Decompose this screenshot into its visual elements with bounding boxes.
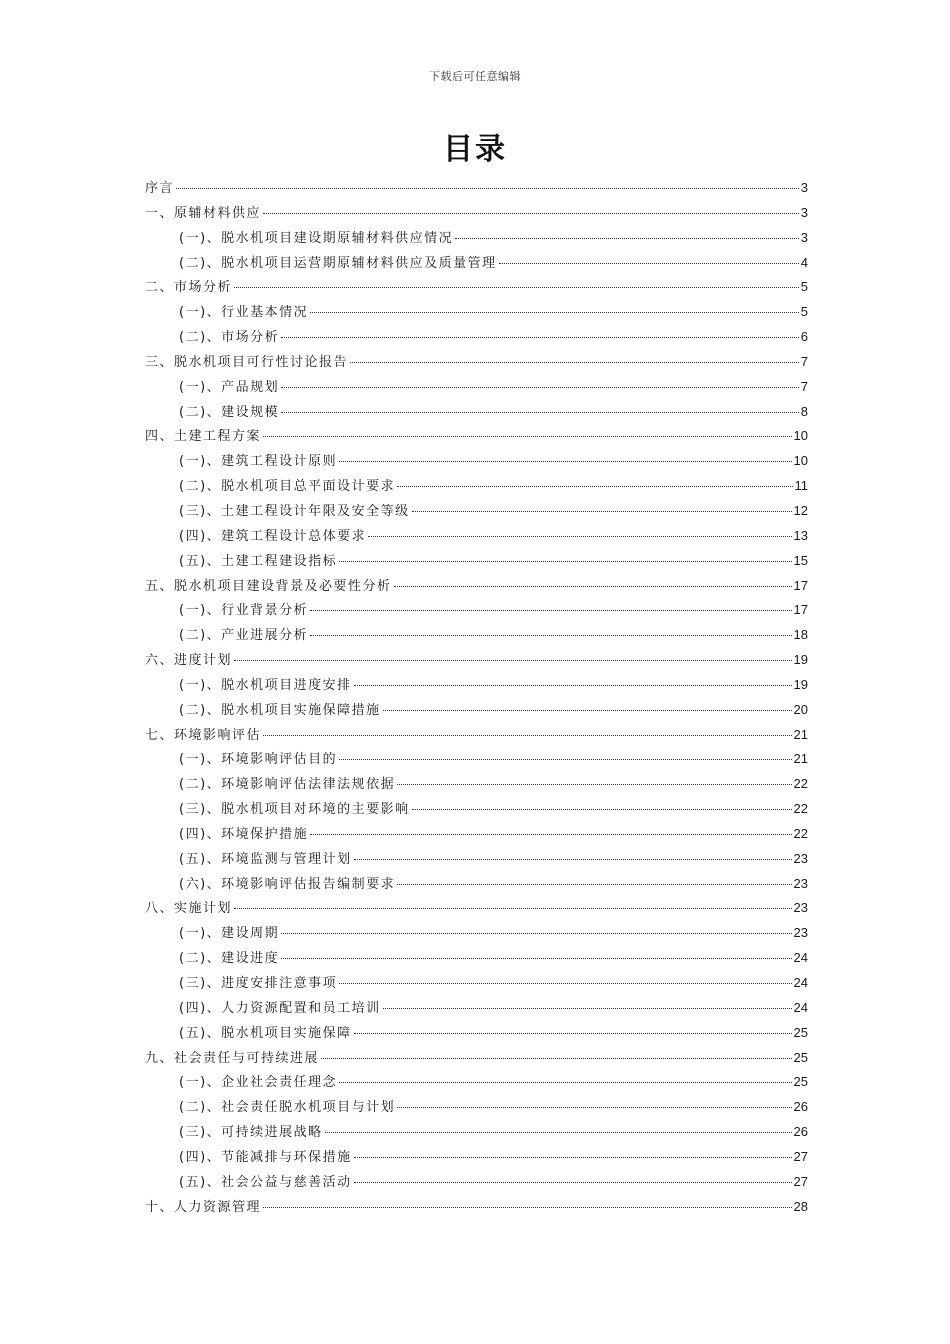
toc-entry[interactable] <box>145 574 808 599</box>
toc-entry[interactable] <box>145 971 808 996</box>
toc-entry-page: 23 <box>793 900 808 916</box>
toc-dot-leader <box>383 710 792 711</box>
toc-entry[interactable] <box>145 275 808 300</box>
toc-entry-page: 19 <box>793 652 808 668</box>
toc-entry-page: 23 <box>793 850 808 866</box>
toc-entry[interactable] <box>145 673 808 698</box>
toc-entry[interactable] <box>145 375 808 400</box>
toc-entry-label: (三)、脱水机项目对环境的主要影响 <box>179 802 410 818</box>
toc-entry-label: (一)、企业社会责任理念 <box>179 1075 338 1091</box>
toc-dot-leader <box>339 759 791 760</box>
toc-entry-label: (三)、可持续进展战略 <box>179 1125 323 1141</box>
toc-entry-page: 7 <box>800 378 808 394</box>
toc-dot-leader <box>321 1058 792 1059</box>
toc-entry[interactable] <box>145 1095 808 1120</box>
toc-dot-leader <box>368 536 791 537</box>
toc-entry-page: 17 <box>793 577 808 593</box>
toc-dot-leader <box>350 362 799 363</box>
toc-dot-leader <box>281 412 799 413</box>
toc-entry[interactable] <box>145 1195 808 1220</box>
toc-entry-label: (五)、环境监测与管理计划 <box>179 851 352 867</box>
toc-entry-label: (一)、建设周期 <box>179 926 280 942</box>
toc-entry-page: 3 <box>800 229 808 245</box>
toc-entry-page: 21 <box>793 751 808 767</box>
toc-entry-label: (一)、脱水机项目进度安排 <box>179 677 352 693</box>
toc-entry-page: 17 <box>793 602 808 618</box>
toc-entry-label: (四)、环境保护措施 <box>179 826 309 842</box>
toc-entry[interactable] <box>145 723 808 748</box>
toc-entry-label: (二)、脱水机项目总平面设计要求 <box>179 479 396 495</box>
toc-entry-page: 7 <box>800 353 808 369</box>
toc-entry[interactable] <box>145 176 808 201</box>
toc-entry-label: 三、脱水机项目可行性讨论报告 <box>145 354 349 370</box>
toc-entry-label: (五)、脱水机项目实施保障 <box>179 1025 352 1041</box>
toc-entry-label: (六)、环境影响评估报告编制要求 <box>179 876 396 892</box>
toc-entry-label: (三)、土建工程设计年限及安全等级 <box>179 503 410 519</box>
toc-entry-label: (三)、进度安排注意事项 <box>179 976 338 991</box>
toc-entry-page: 4 <box>800 254 808 270</box>
toc-entry-page: 20 <box>793 701 808 717</box>
toc-entry[interactable] <box>145 549 808 574</box>
toc-entry[interactable] <box>145 797 808 822</box>
toc-entry-page: 22 <box>793 801 808 817</box>
toc-entry-label: (二)、建设进度 <box>179 951 280 967</box>
toc-entry-page: 23 <box>793 925 808 941</box>
toc-dot-leader <box>263 1207 792 1208</box>
toc-entry-page: 15 <box>793 552 808 568</box>
toc-entry[interactable] <box>145 1170 808 1195</box>
toc-entry[interactable] <box>145 300 808 325</box>
toc-entry-page: 19 <box>793 676 808 692</box>
toc-dot-leader <box>455 238 799 239</box>
toc-entry-label: 十、人力资源管理 <box>145 1199 262 1215</box>
toc-dot-leader <box>354 1157 792 1158</box>
toc-entry[interactable] <box>145 424 808 449</box>
toc-entry[interactable] <box>145 1021 808 1046</box>
toc-dot-leader <box>412 809 792 810</box>
toc-entry-page: 10 <box>793 428 808 444</box>
toc-entry[interactable] <box>145 226 808 251</box>
toc-entry-page: 26 <box>793 1124 808 1140</box>
toc-entry-label: (二)、市场分析 <box>179 330 280 346</box>
header-note: 下载后可任意编辑 <box>429 70 521 83</box>
toc-entry-label: (二)、脱水机项目运营期原辅材料供应及质量管理 <box>179 255 497 271</box>
toc-dot-leader <box>234 660 792 661</box>
toc-entry[interactable] <box>145 996 808 1021</box>
toc-dot-leader <box>499 263 799 264</box>
toc-entry-page: 3 <box>800 204 808 220</box>
toc-entry-page: 22 <box>793 825 808 841</box>
toc-entry-label: (一)、环境影响评估目的 <box>179 752 338 768</box>
toc-entry[interactable] <box>145 623 808 648</box>
toc-entry-page: 27 <box>793 1173 808 1189</box>
toc-entry[interactable] <box>145 946 808 971</box>
toc-dot-leader <box>234 908 792 909</box>
toc-entry-page: 24 <box>793 950 808 966</box>
toc-dot-leader <box>263 436 792 437</box>
toc-entry-label: (一)、脱水机项目建设期原辅材料供应情况 <box>179 230 454 246</box>
toc-entry[interactable] <box>145 822 808 847</box>
toc-entry-label: (四)、人力资源配置和员工培训 <box>179 1000 381 1016</box>
toc-entry-page: 3 <box>800 180 808 195</box>
toc-entry-label: 八、实施计划 <box>145 901 233 917</box>
toc-entry-page: 25 <box>793 1049 808 1065</box>
toc-entry-page: 24 <box>793 975 808 990</box>
toc-dot-leader <box>281 933 791 934</box>
toc-entry-label: (二)、社会责任脱水机项目与计划 <box>179 1100 396 1116</box>
toc-dot-leader <box>339 561 791 562</box>
toc-entry-label: 一、原辅材料供应 <box>145 205 262 221</box>
toc-entry-label: (二)、产业进展分析 <box>179 628 309 644</box>
toc-entry-page: 10 <box>793 453 808 469</box>
toc-entry-page: 27 <box>793 1148 808 1164</box>
toc-entry-page: 18 <box>793 627 808 643</box>
toc-entry-label: (五)、社会公益与慈善活动 <box>179 1174 352 1190</box>
toc-entry[interactable] <box>145 872 808 897</box>
toc-entry-page: 25 <box>793 1074 808 1090</box>
toc-dot-leader <box>325 1132 792 1133</box>
toc-dot-leader <box>339 983 791 984</box>
toc-entry-page: 8 <box>800 403 808 419</box>
toc-entry[interactable] <box>145 698 808 723</box>
toc-dot-leader <box>281 958 791 959</box>
toc-entry[interactable] <box>145 896 808 921</box>
toc-entry-page: 5 <box>800 279 808 295</box>
toc-list <box>145 176 808 1219</box>
toc-entry[interactable] <box>145 524 808 549</box>
toc-entry[interactable] <box>145 598 808 623</box>
toc-dot-leader <box>397 884 791 885</box>
toc-dot-leader <box>397 1107 791 1108</box>
toc-entry[interactable] <box>145 648 808 673</box>
toc-entry-label: 四、土建工程方案 <box>145 429 262 445</box>
toc-dot-leader <box>281 337 799 338</box>
toc-dot-leader <box>310 635 791 636</box>
toc-entry-label: 七、环境影响评估 <box>145 727 262 743</box>
toc-entry[interactable] <box>145 474 808 499</box>
toc-dot-leader <box>354 685 792 686</box>
toc-entry-label: (一)、建筑工程设计原则 <box>179 454 338 470</box>
toc-entry[interactable] <box>145 1046 808 1071</box>
toc-entry-label: (四)、建筑工程设计总体要求 <box>179 528 367 544</box>
toc-entry-label: (二)、脱水机项目实施保障措施 <box>179 702 381 718</box>
toc-dot-leader <box>281 387 799 388</box>
toc-entry[interactable] <box>145 251 808 276</box>
toc-entry-page: 26 <box>793 1099 808 1115</box>
toc-entry[interactable] <box>145 325 808 350</box>
toc-dot-leader <box>394 586 792 587</box>
toc-dot-leader <box>263 213 799 214</box>
toc-entry[interactable] <box>145 499 808 524</box>
toc-entry-label: 二、市场分析 <box>145 280 233 296</box>
toc-entry-page: 24 <box>793 999 808 1015</box>
toc-dot-leader <box>354 1033 792 1034</box>
toc-title: 目录 <box>443 132 507 167</box>
toc-entry-label: 六、进度计划 <box>145 653 233 669</box>
toc-entry-label: 序言 <box>145 181 175 196</box>
toc-entry-label: (一)、行业基本情况 <box>179 305 309 321</box>
toc-entry[interactable] <box>145 847 808 872</box>
toc-entry-label: 九、社会责任与可持续进展 <box>145 1050 320 1066</box>
toc-dot-leader <box>176 188 799 189</box>
toc-entry[interactable] <box>145 772 808 797</box>
toc-dot-leader <box>263 735 792 736</box>
toc-dot-leader <box>310 312 799 313</box>
toc-dot-leader <box>397 486 792 487</box>
toc-entry-page: 22 <box>793 776 808 792</box>
toc-entry[interactable] <box>145 400 808 425</box>
toc-entry-page: 12 <box>793 502 808 518</box>
toc-entry-page: 5 <box>800 304 808 320</box>
toc-entry-label: (四)、节能减排与环保措施 <box>179 1149 352 1165</box>
toc-dot-leader <box>310 610 791 611</box>
toc-dot-leader <box>354 859 792 860</box>
toc-entry-label: (二)、环境影响评估法律法规依据 <box>179 777 396 793</box>
toc-entry[interactable] <box>145 1070 808 1095</box>
toc-entry[interactable] <box>145 1120 808 1145</box>
toc-dot-leader <box>412 511 792 512</box>
toc-entry-page: 6 <box>800 329 808 345</box>
toc-entry-label: (一)、产品规划 <box>179 379 280 395</box>
toc-entry-page: 11 <box>794 478 808 494</box>
toc-entry[interactable] <box>145 350 808 375</box>
toc-dot-leader <box>397 784 791 785</box>
toc-dot-leader <box>383 1008 792 1009</box>
toc-entry[interactable] <box>145 747 808 772</box>
toc-entry[interactable] <box>145 1145 808 1170</box>
toc-entry-label: (二)、建设规模 <box>179 404 280 420</box>
toc-dot-leader <box>310 834 791 835</box>
toc-entry-page: 13 <box>793 527 808 543</box>
toc-entry-page: 25 <box>793 1024 808 1040</box>
toc-entry-page: 23 <box>793 875 808 891</box>
toc-entry-page: 28 <box>793 1198 808 1214</box>
toc-entry-label: (一)、行业背景分析 <box>179 603 309 619</box>
toc-dot-leader <box>339 461 791 462</box>
toc-dot-leader <box>339 1082 791 1083</box>
toc-dot-leader <box>234 287 799 288</box>
toc-entry[interactable] <box>145 921 808 946</box>
toc-entry[interactable] <box>145 449 808 474</box>
toc-dot-leader <box>354 1182 792 1183</box>
toc-entry-label: (五)、土建工程建设指标 <box>179 553 338 569</box>
toc-entry[interactable] <box>145 201 808 226</box>
toc-entry-page: 21 <box>793 726 808 742</box>
toc-entry-label: 五、脱水机项目建设背景及必要性分析 <box>145 578 392 594</box>
